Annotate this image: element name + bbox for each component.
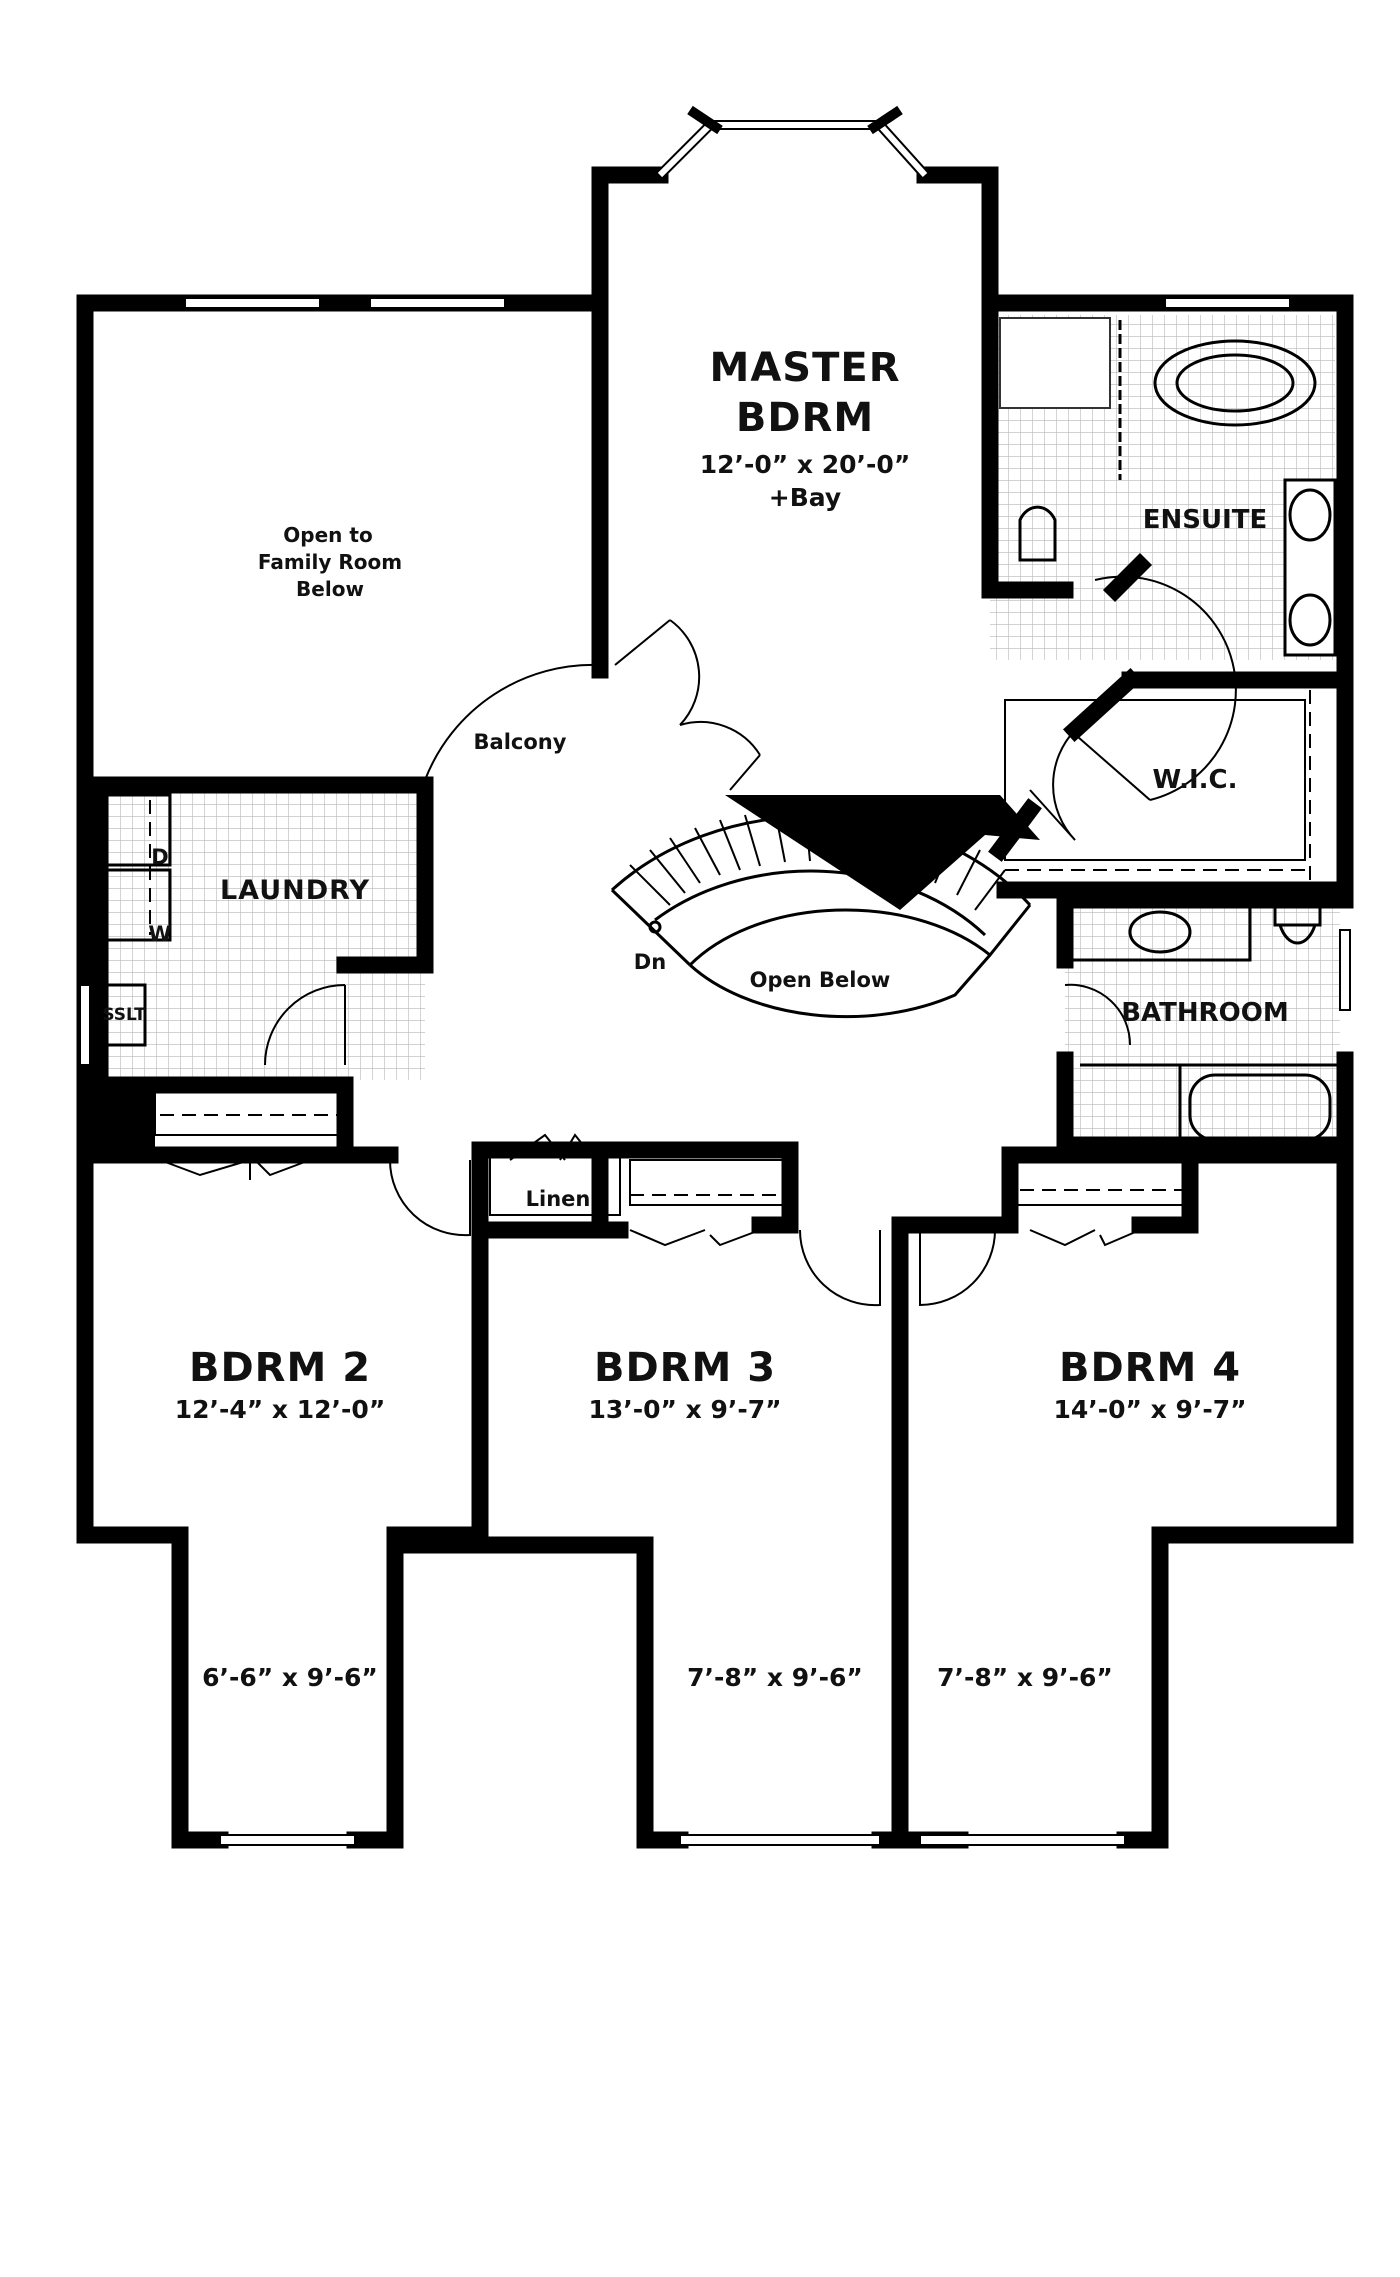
open-family-line1: Open to (283, 523, 373, 547)
bdrm3-label: BDRM 3 (593, 1345, 777, 1391)
laundry-label: LAUNDRY (219, 875, 371, 906)
ensuite-label: ENSUITE (1142, 505, 1268, 535)
laundry-chase (85, 1080, 155, 1155)
bdrm4-alcove: 7’-8” x 9’-6” (937, 1663, 1113, 1692)
bdrm4-label: BDRM 4 (1058, 1345, 1242, 1391)
bdrm2-size: 12’-4” x 12’-0” (174, 1395, 386, 1424)
master-bedroom-bay: +Bay (768, 483, 842, 512)
bdrm3-alcove: 7’-8” x 9’-6” (687, 1663, 863, 1692)
stair-down-label: Dn (633, 950, 667, 974)
bdrm2-alcove: 6’-6” x 9’-6” (202, 1663, 378, 1692)
master-bedroom-size: 12’-0” x 20’-0” (699, 450, 911, 479)
bdrm2-label: BDRM 2 (188, 1345, 372, 1391)
open-below-label: Open Below (749, 968, 891, 992)
open-family-line2: Family Room (257, 550, 403, 574)
bdrm3-size: 13’-0” x 9’-7” (588, 1395, 782, 1424)
open-family-line3: Below (296, 577, 364, 601)
bdrm4-size: 14’-0” x 9’-7” (1053, 1395, 1247, 1424)
dryer-label: D (151, 845, 169, 869)
master-bedroom-label-2: BDRM (735, 395, 875, 441)
master-bedroom-label: MASTER (709, 345, 901, 391)
linen-label: Linen (525, 1187, 591, 1211)
wic-label: W.I.C. (1152, 765, 1238, 795)
bathroom-label: BATHROOM (1121, 998, 1289, 1028)
balcony-label: Balcony (473, 730, 567, 754)
sink-label: SSLT (102, 1005, 146, 1025)
washer-label: W (148, 922, 172, 946)
